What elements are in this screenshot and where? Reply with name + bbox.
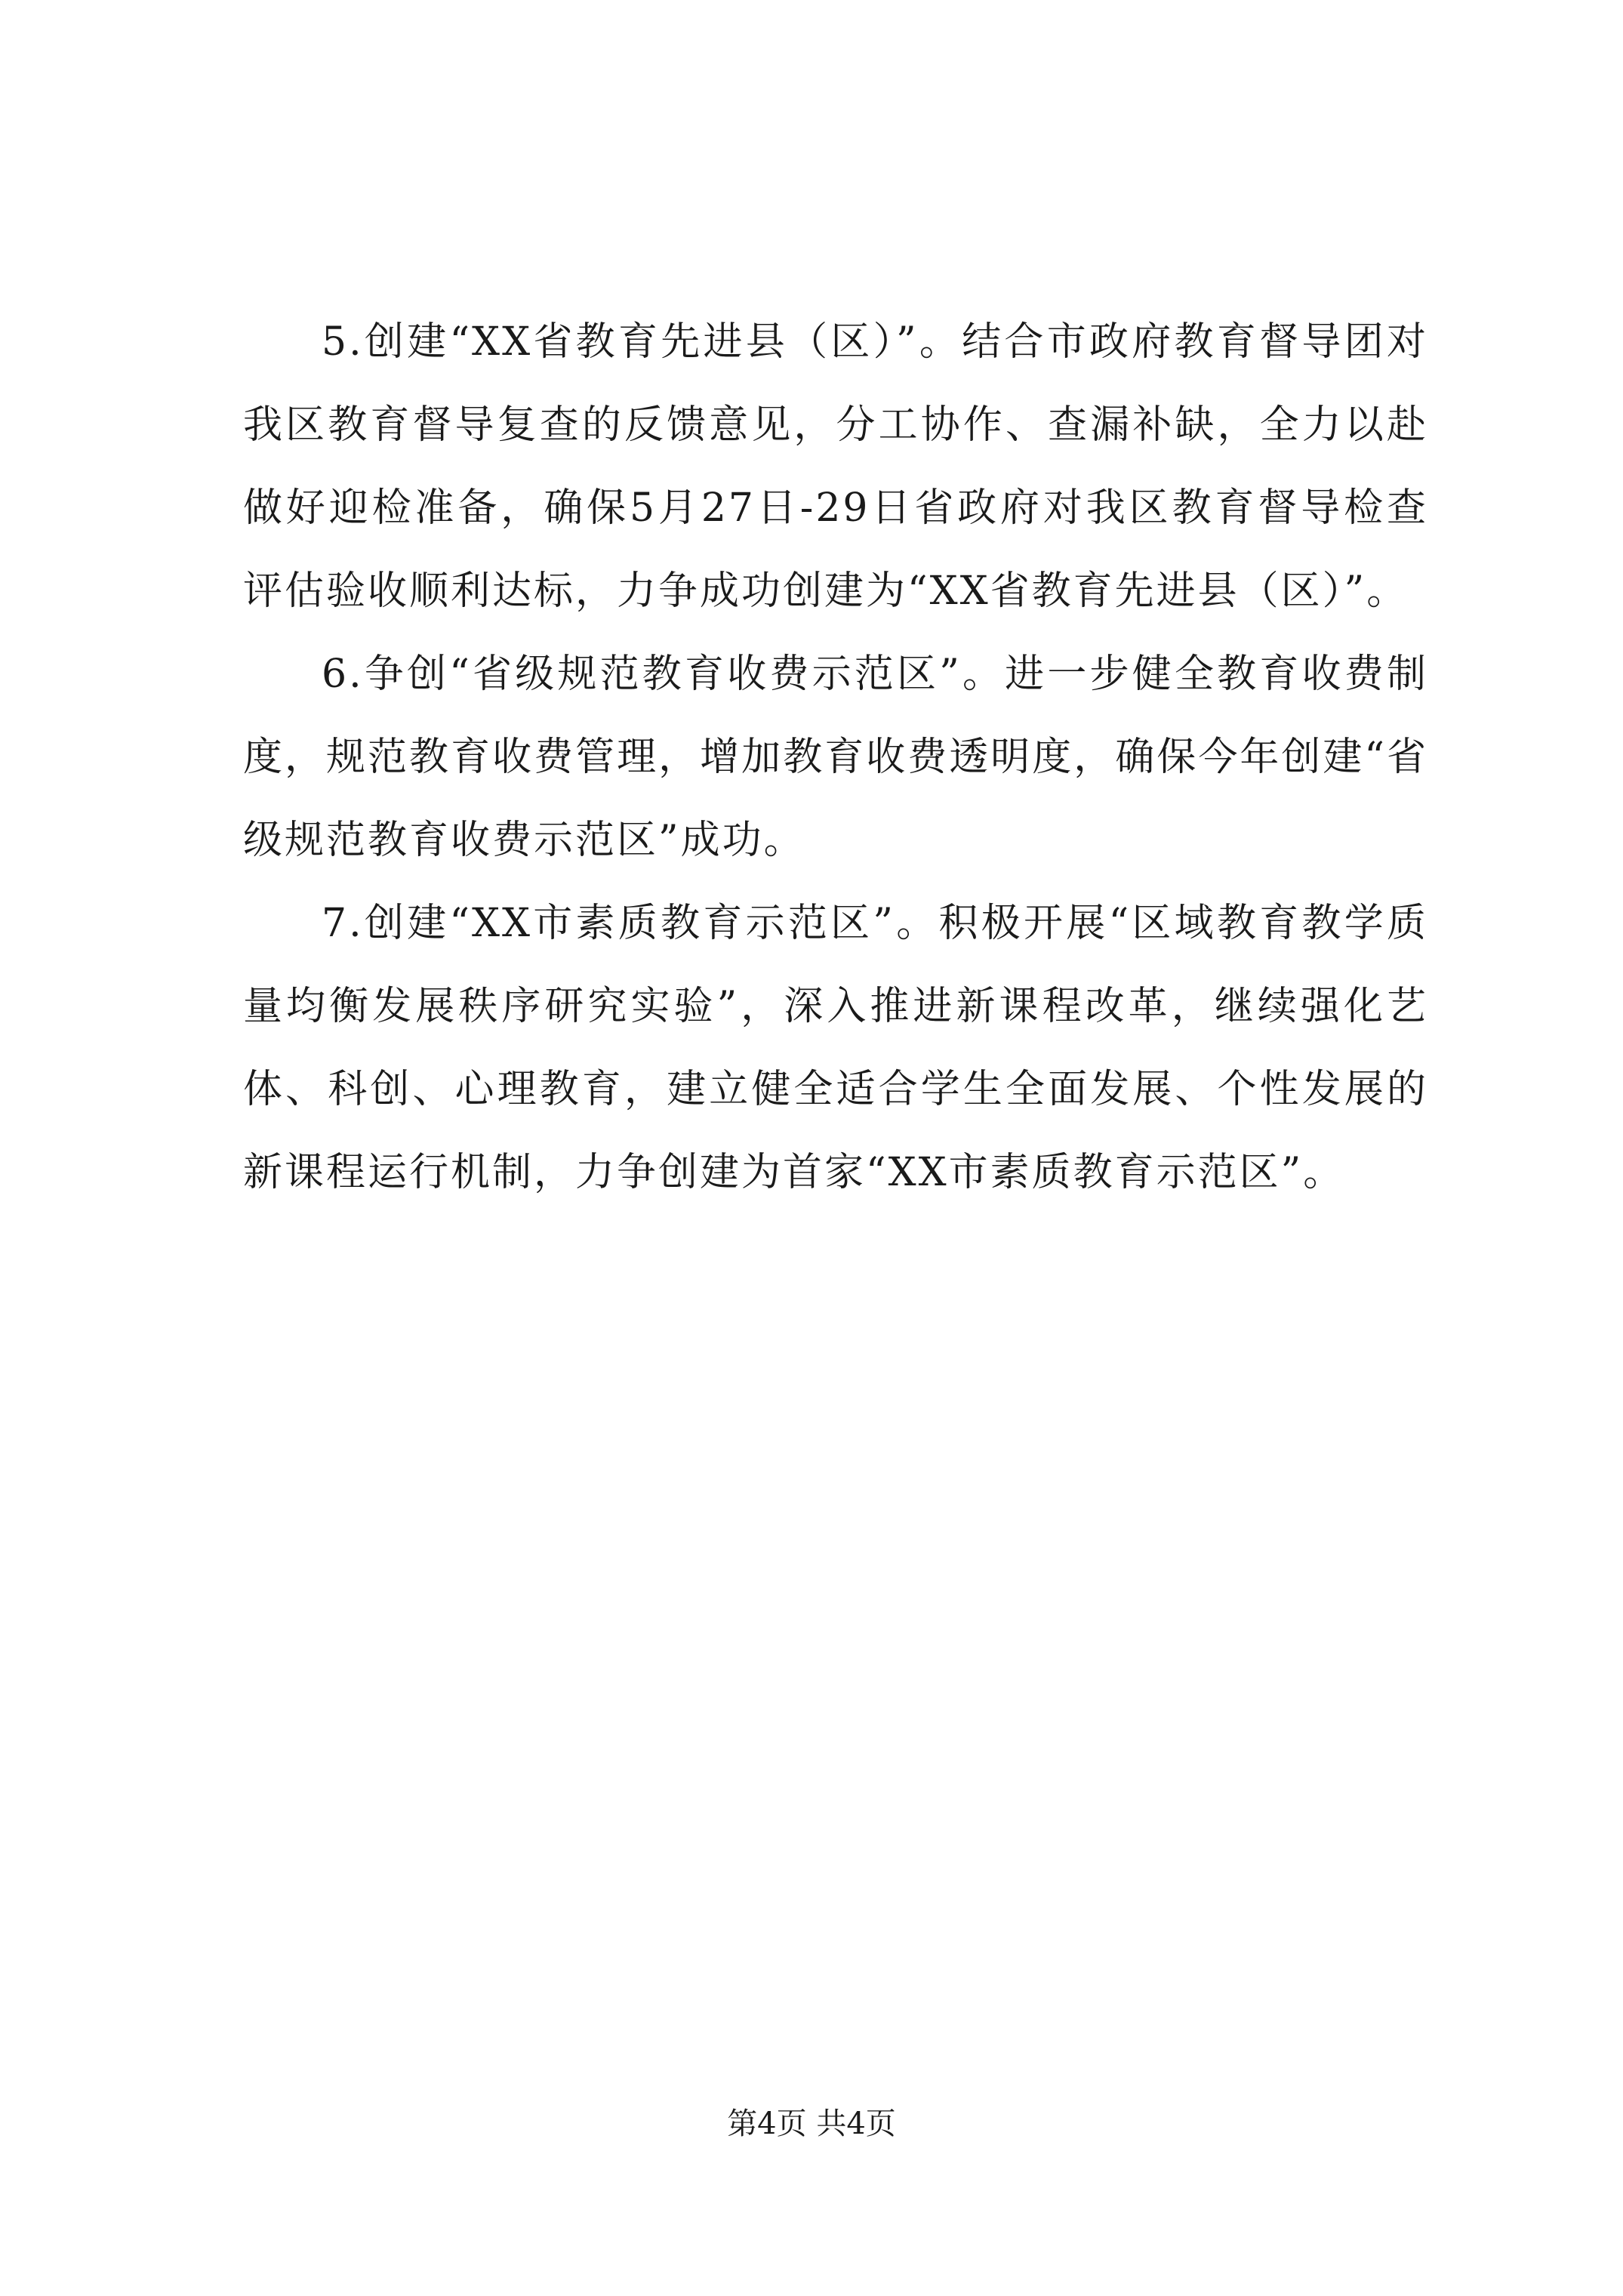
paragraph-5: 5.创建“XX省教育先进县（区）”。结合市政府教育督导团对我区教育督导复查的反馈意见，分工协作、查漏补缺，全力以赴做好迎检准备，确保5月27日-29日省政府对我区教育督导检查评估验收顺利达标，力争成功创建为“XX省教育先进县（区）”。 <box>243 319 1428 614</box>
paragraph-6: 6.争创“省级规范教育收费示范区”。进一步健全教育收费制度，规范教育收费管理，增加教育收费透明度，确保今年创建“省级规范教育收费示范区”成功。 <box>243 652 1428 863</box>
document-body <box>243 300 1428 1214</box>
paragraph-7: 7.创建“XX市素质教育示范区”。积极开展“区域教育教学质量均衡发展秩序研究实验”，深入推进新课程改革，继续强化艺体、科创、心理教育，建立健全适合学生全面发展、个性发展的新课程运行机制，力争创建为首家“XX市素质教育示范区”。 <box>243 901 1428 1195</box>
page-number-footer: 第4页 共4页 <box>727 2106 896 2141</box>
